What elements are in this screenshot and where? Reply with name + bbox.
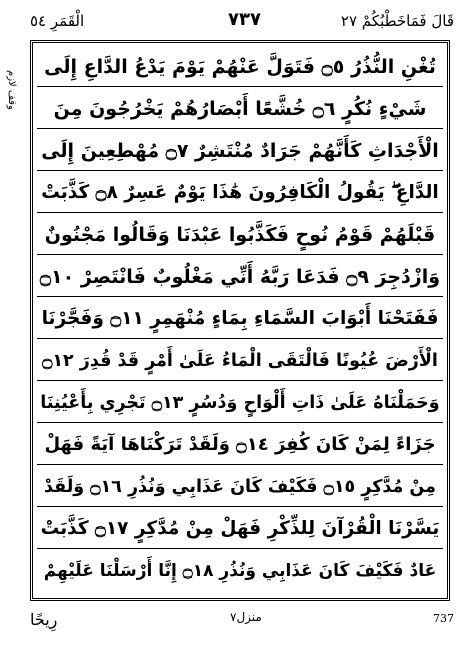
verse-line bbox=[37, 89, 443, 129]
surah-name: الْقَمَرِ ٥٤ bbox=[30, 12, 85, 30]
verse-line-text: الدَّاعِ ۖ يَقُولُ الْكَافِرُونَ هَٰذَا يَوْمٌ عَسِرٌ ۝٨ كَذَّبَتْ bbox=[41, 182, 439, 203]
verse-line-text: جَزَاءً لِمَنْ كَانَ كُفِرَ ۝١٤ وَلَقَدْ تَرَكْنَاهَا آيَةً فَهَلْ bbox=[44, 434, 436, 455]
verse-line-text: فَفَتَحْنَا أَبْوَابَ السَّمَاءِ بِمَاءٍ مُنْهَمِرٍ ۝١١ وَفَجَّرْنَا bbox=[41, 308, 439, 329]
verse-line bbox=[37, 341, 443, 381]
verse-line bbox=[37, 383, 443, 423]
verse-line-text: الْأَجْدَاثِ كَأَنَّهُمْ جَرَادٌ مُنْتَشِرٌ ۝٧ مُهْطِعِينَ إِلَى bbox=[41, 139, 439, 162]
verse-line-text: عَادٌ فَكَيْفَ كَانَ عَذَابِي وَنُذُرِ ۝١٨ إِنَّا أَرْسَلْنَا عَلَيْهِمْ bbox=[43, 561, 437, 581]
verse-line-text: يَسَّرْنَا الْقُرْآنَ لِلذِّكْرِ فَهَلْ مِنْ مُدَّكِرٍ ۝١٧ كَذَّبَتْ bbox=[40, 518, 440, 539]
verse-line bbox=[37, 551, 443, 590]
text-frame bbox=[30, 40, 450, 601]
page-header bbox=[30, 6, 454, 40]
page-number: 737 bbox=[433, 612, 454, 625]
page-footer bbox=[30, 606, 454, 636]
verse-line bbox=[37, 131, 443, 171]
verse-line bbox=[37, 299, 443, 339]
verse-line bbox=[37, 215, 443, 255]
verse-line bbox=[37, 425, 443, 465]
juz-name: قَالَ فَمَاخَطْبُكُمْ ٢٧ bbox=[340, 12, 454, 30]
verse-line-text: شَيْءٍ نُكُرٍ ۝٦ خُشَّعًا أَبْصَارُهُمْ يَخْرُجُونَ مِنَ bbox=[53, 97, 427, 120]
verse-line bbox=[37, 47, 443, 87]
verse-line-text: وَحَمَلْنَاهُ عَلَىٰ ذَاتِ أَلْوَاحٍ وَدُسُرٍ ۝١٣ تَجْرِي بِأَعْيُنِنَا bbox=[40, 392, 440, 413]
verse-line-text: قَبْلَهُمْ قَوْمُ نُوحٍ فَكَذَّبُوا عَبْدَنَا وَقَالُوا مَجْنُونٌ bbox=[44, 223, 436, 246]
verse-line-text: تُغْنِ النُّذُرُ ۝٥ فَتَوَلَّ عَنْهُمْ يَوْمَ يَدْعُ الدَّاعِ إِلَى bbox=[44, 55, 436, 78]
catchword: رِيحًا bbox=[30, 610, 58, 629]
verse-line-text: وَازْدُجِرَ ۝٩ فَدَعَا رَبَّهُ أَنِّي مَغْلُوبٌ فَانْتَصِرْ ۝١٠ bbox=[39, 265, 441, 288]
verse-line-text: الْأَرْضَ عُيُونًا فَالْتَقَى الْمَاءُ عَلَىٰ أَمْرٍ قَدْ قُدِرَ ۝١٢ bbox=[42, 350, 438, 371]
verse-line bbox=[37, 257, 443, 297]
verse-line-text: مِنْ مُدَّكِرٍ ۝١٥ فَكَيْفَ كَانَ عَذَابِي وَنُذُرِ ۝١٦ وَلَقَدْ bbox=[43, 476, 437, 497]
verse-lines bbox=[37, 47, 443, 594]
page-number-arabic: ٧٣٧ bbox=[228, 9, 261, 30]
margin-waqf-note: وقف لازم bbox=[6, 70, 17, 110]
verse-line bbox=[37, 509, 443, 549]
verse-line bbox=[37, 173, 443, 213]
verse-line bbox=[37, 467, 443, 507]
manzil-label: منزل٧ bbox=[230, 610, 262, 624]
